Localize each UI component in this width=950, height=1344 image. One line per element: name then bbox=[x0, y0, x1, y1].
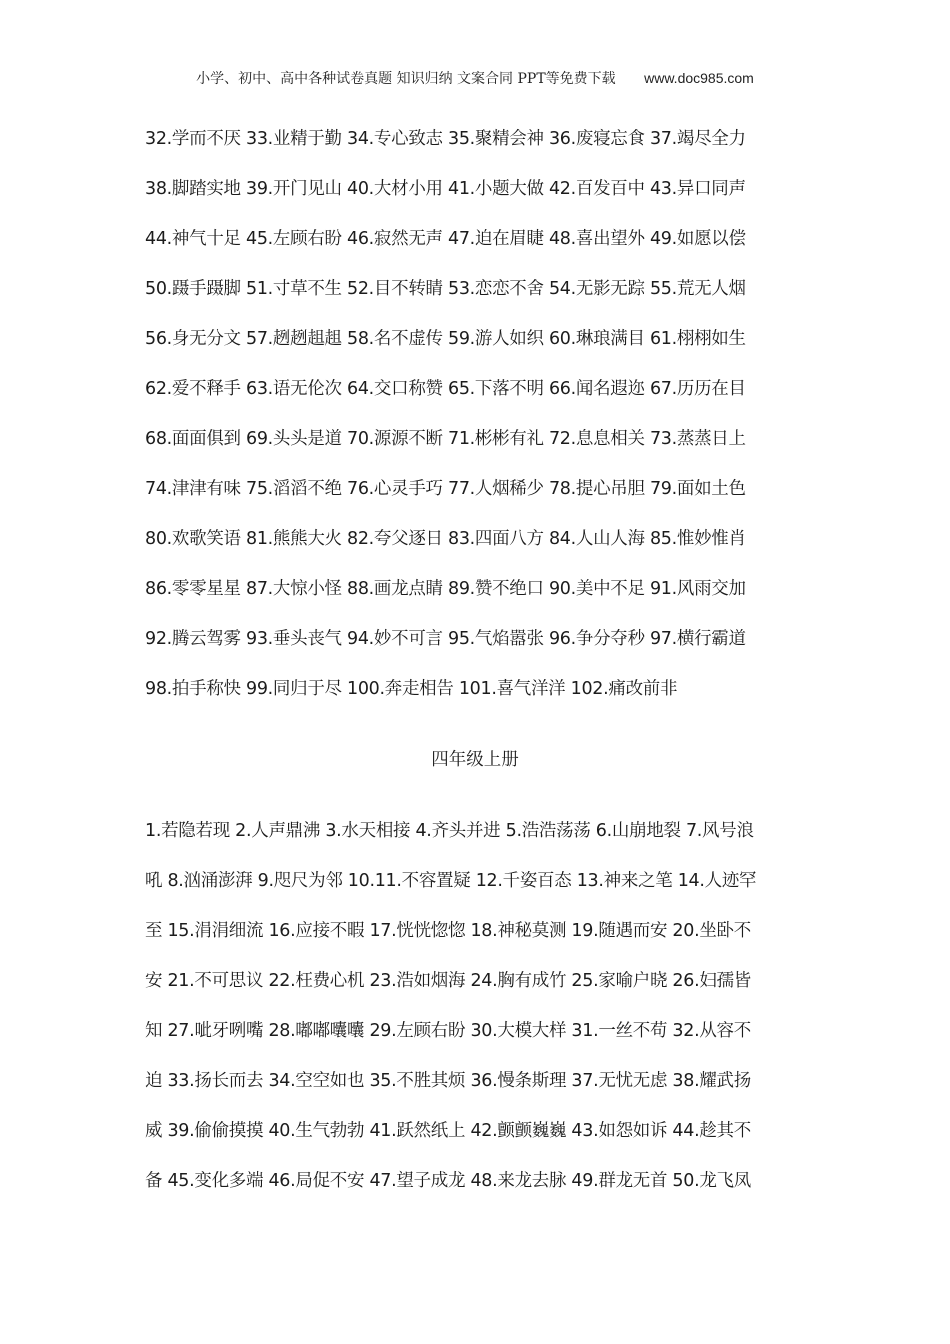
text-line: 68.面面俱到 69.头头是道 70.源源不断 71.彬彬有礼 72.息息相关 73.蒸蒸日上 bbox=[145, 429, 746, 449]
text-line: 威 39.偷偷摸摸 40.生气勃勃 41.跃然纸上 42.颤颤巍巍 43.如怨如诉 44.趁其不 bbox=[145, 1121, 751, 1141]
text-line: 安 21.不可思议 22.枉费心机 23.浩如烟海 24.胸有成竹 25.家喻户晓 26.妇孺皆 bbox=[145, 971, 751, 991]
idiom-list-section-2 bbox=[145, 806, 805, 1206]
page-header bbox=[0, 68, 950, 88]
text-line: 56.身无分文 57.趔趔趄趄 58.名不虚传 59.游人如织 60.琳琅满目 61.栩栩如生 bbox=[145, 329, 746, 349]
idiom-list-section-1 bbox=[145, 114, 805, 714]
text-line: 32.学而不厌 33.业精于勤 34.专心致志 35.聚精会神 36.废寝忘食 37.竭尽全力 bbox=[145, 129, 746, 149]
text-line: 92.腾云驾雾 93.垂头丧气 94.妙不可言 95.气焰嚣张 96.争分夺秒 97.横行霸道 bbox=[145, 629, 746, 649]
header-site-link[interactable]: www.doc985.com bbox=[644, 70, 754, 86]
text-line: 44.神气十足 45.左顾右盼 46.寂然无声 47.迫在眉睫 48.喜出望外 49.如愿以偿 bbox=[145, 229, 746, 249]
text-line: 至 15.涓涓细流 16.应接不暇 17.恍恍惚惚 18.神秘莫测 19.随遇而安 20.坐卧不 bbox=[145, 921, 751, 941]
text-line: 38.脚踏实地 39.开门见山 40.大材小用 41.小题大做 42.百发百中 43.异口同声 bbox=[145, 179, 746, 199]
text-line: 吼 8.汹涌澎湃 9.咫尺为邻 10.11.不容置疑 12.千姿百态 13.神来之笔 14.人迹罕 bbox=[145, 871, 757, 891]
text-line: 知 27.呲牙咧嘴 28.嘟嘟囔囔 29.左顾右盼 30.大模大样 31.一丝不苟 32.从容不 bbox=[145, 1021, 751, 1041]
text-line: 86.零零星星 87.大惊小怪 88.画龙点睛 89.赞不绝口 90.美中不足 91.风雨交加 bbox=[145, 579, 746, 599]
header-text: 小学、初中、高中各种试卷真题 知识归纳 文案合同 PPT等免费下载 bbox=[196, 71, 616, 87]
text-line: 迫 33.扬长而去 34.空空如也 35.不胜其烦 36.慢条斯理 37.无忧无虑 38.耀武扬 bbox=[145, 1071, 751, 1091]
text-line: 50.蹑手蹑脚 51.寸草不生 52.目不转睛 53.恋恋不舍 54.无影无踪 55.荒无人烟 bbox=[145, 279, 746, 299]
text-line: 74.津津有味 75.滔滔不绝 76.心灵手巧 77.人烟稀少 78.提心吊胆 79.面如土色 bbox=[145, 479, 746, 499]
section-heading: 四年级上册 bbox=[431, 750, 519, 770]
text-line: 备 45.变化多端 46.局促不安 47.望子成龙 48.来龙去脉 49.群龙无首 50.龙飞凤 bbox=[145, 1171, 751, 1191]
text-line: 98.拍手称快 99.同归于尽 100.奔走相告 101.喜气洋洋 102.痛改前非 bbox=[145, 679, 678, 699]
text-line: 62.爱不释手 63.语无伦次 64.交口称赞 65.下落不明 66.闻名遐迩 67.历历在目 bbox=[145, 379, 746, 399]
text-line: 1.若隐若现 2.人声鼎沸 3.水天相接 4.齐头并进 5.浩浩荡荡 6.山崩地裂 7.风号浪 bbox=[145, 821, 754, 841]
text-line: 80.欢歌笑语 81.熊熊大火 82.夸父逐日 83.四面八方 84.人山人海 85.惟妙惟肖 bbox=[145, 529, 746, 549]
